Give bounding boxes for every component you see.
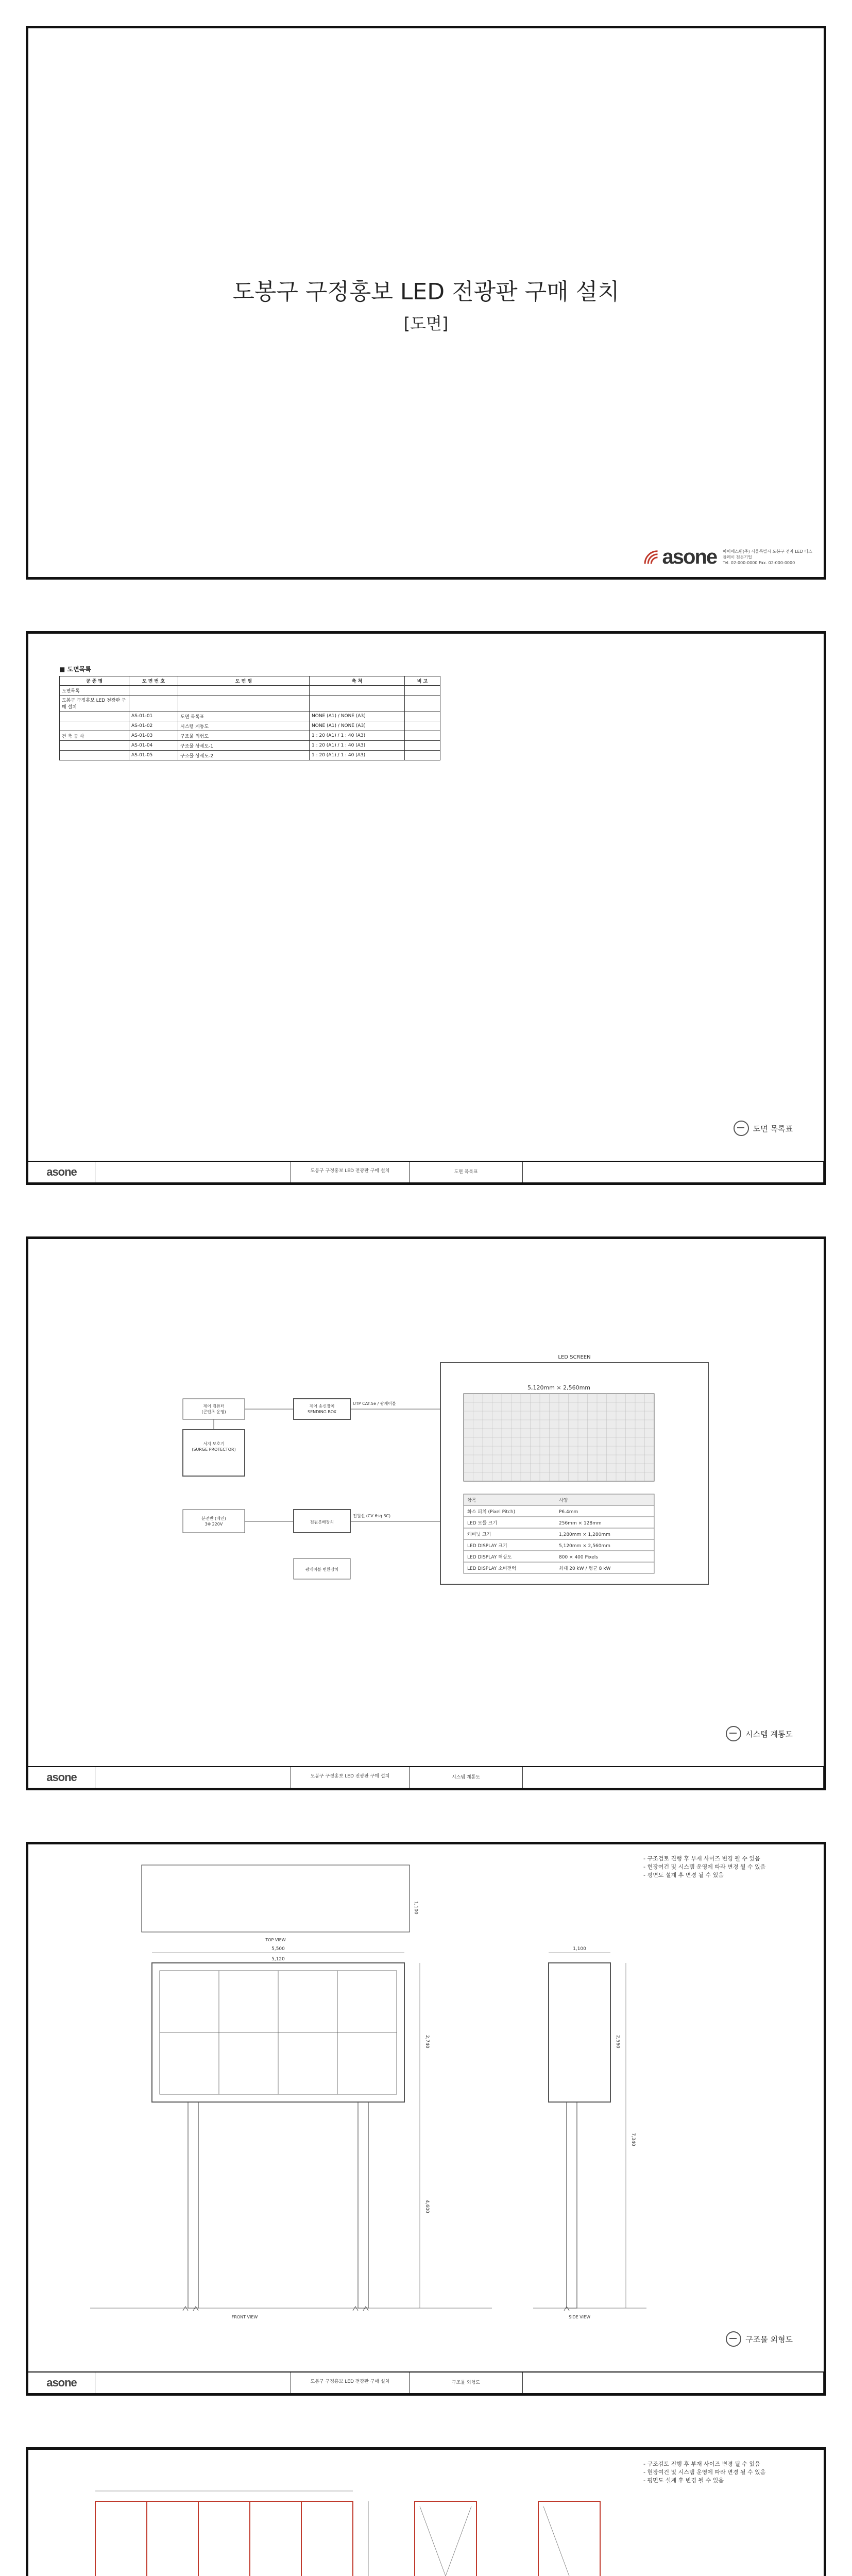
title-block-info — [523, 1767, 824, 1788]
table-row — [60, 686, 440, 696]
table-cell — [405, 721, 440, 731]
table-cell — [310, 686, 405, 696]
title-block — [28, 1161, 824, 1182]
stamp-label: 시스템 계통도 — [745, 1729, 793, 1739]
dim-total: 7,340 — [631, 2133, 636, 2146]
wire-label-signal: UTP CAT.5e / 광케이블 — [353, 1401, 396, 1406]
table-row — [60, 721, 440, 731]
dim-top-depth: 1,100 — [413, 1901, 418, 1914]
dim-inner: 5,120 — [271, 1957, 285, 1962]
sender-label: 제어 송신장치 SENDING BOX — [308, 1404, 336, 1414]
brand-logo-icon — [643, 547, 659, 568]
sheet-system-diagram — [0, 1211, 852, 1816]
cover-subtitle: [도면] — [403, 314, 449, 333]
spec-value: 256mm × 128mm — [559, 1521, 602, 1526]
title-block-logo: asone — [28, 1162, 95, 1182]
table-cell — [405, 711, 440, 721]
table-cell — [60, 721, 129, 731]
title-block-project: 도봉구 구정홍보 LED 전광판 구매 설치 — [291, 2372, 410, 2393]
title-block-info — [523, 1162, 824, 1182]
table-cell: AS-01-01 — [129, 711, 178, 721]
dim-side-height: 2,560 — [615, 2035, 620, 2048]
table-cell — [60, 751, 129, 760]
table-cell: 구조물 상세도-2 — [178, 751, 310, 760]
table-cell — [405, 686, 440, 696]
spec-value: 최대 20 kW / 평균 8 kW — [559, 1566, 611, 1571]
spec-value: P6.4mm — [559, 1510, 578, 1515]
title-block-project: 도봉구 구정홍보 LED 전광판 구매 설치 — [291, 1767, 410, 1788]
stamp-circle-icon — [726, 1726, 741, 1741]
spec-label: 화소 피치 (Pixel Pitch) — [467, 1510, 516, 1515]
table-row — [60, 741, 440, 751]
spec-label: LED 모듈 크기 — [467, 1521, 498, 1526]
screen-size: 5,120mm × 2,560mm — [527, 1384, 591, 1391]
title-block-logo: asone — [28, 2372, 95, 2393]
title-block — [28, 2371, 824, 2393]
brand-contact-line: Tel. 02-000-0000 Fax. 02-000-0000 — [723, 561, 795, 565]
sheet-frame — [26, 1842, 826, 2396]
title-block-revisions — [95, 1162, 291, 1182]
spec-label: LED DISPLAY 소비전력 — [467, 1566, 517, 1571]
table-row — [60, 731, 440, 741]
power-label: 분전반 (메인) 3Φ 220V — [201, 1516, 226, 1527]
pc-label: 제어 컴퓨터 (콘텐츠 운영) — [201, 1404, 226, 1414]
title-block-revisions — [95, 1767, 291, 1788]
surge-label: 서지 보호기 (SURGE PROTECTOR) — [192, 1442, 236, 1452]
title-block-sheet-name: 구조물 외형도 — [410, 2372, 523, 2393]
title-block-logo: asone — [28, 1767, 95, 1788]
sheet-structure-detail-1 — [0, 2421, 852, 2576]
spec-label: 항목 — [467, 1498, 476, 1503]
pc-box — [183, 1399, 245, 1419]
table-cell: 도면목록 — [60, 686, 129, 696]
structure-elevation-drawing — [28, 1844, 824, 2398]
stamp-circle-icon — [726, 2331, 741, 2347]
title-block-sheet-name: 도면 목록표 — [410, 1162, 523, 1182]
table-header: 축 척 — [310, 676, 405, 686]
title-block-sheet-name: 시스템 계통도 — [410, 1767, 523, 1788]
spec-value: 1,280mm × 1,280mm — [559, 1532, 610, 1537]
table-cell — [405, 696, 440, 711]
drawing-list-table — [59, 676, 440, 760]
table-cell: 도봉구 구정홍보 LED 전광판 구매 설치 — [60, 696, 129, 711]
surge-box — [183, 1430, 245, 1476]
dist-label: 전원분배장치 — [310, 1520, 334, 1524]
table-row — [60, 751, 440, 760]
table-cell — [405, 741, 440, 751]
sheet-stamp — [726, 2331, 793, 2347]
table-cell: 건 축 공 사 — [60, 731, 129, 741]
dim-height: 2,740 — [424, 2035, 430, 2048]
power-box — [183, 1510, 245, 1533]
table-cell — [178, 696, 310, 711]
drawing-list-heading: ■ 도면목록 — [59, 666, 91, 673]
table-cell: NONE (A1) / NONE (A3) — [310, 711, 405, 721]
sheet-frame — [26, 1236, 826, 1790]
table-cell — [60, 711, 129, 721]
table-header: 도 면 명 — [178, 676, 310, 686]
stamp-label: 구조물 외형도 — [745, 2334, 793, 2344]
title-block-revisions — [95, 2372, 291, 2393]
table-cell — [405, 751, 440, 760]
sheet-note: - 구조검토 진행 후 부재 사이즈 변경 될 수 있음 - 현장여건 및 시스템 운영에 따라 변경 될 수 있음 - 평면도 설계 후 변경 될 수 있음 — [643, 1855, 766, 1878]
table-cell — [129, 686, 178, 696]
cover-brand-block — [643, 546, 813, 569]
sheet-frame — [26, 26, 826, 580]
brand-name: asone — [662, 546, 717, 568]
table-cell: 도면 목록표 — [178, 711, 310, 721]
table-cell: 1 : 20 (A1) / 1 : 40 (A3) — [310, 751, 405, 760]
spec-label: LED DISPLAY 해상도 — [467, 1555, 512, 1560]
table-cell: 구조물 상세도-1 — [178, 741, 310, 751]
sheet-frame — [26, 631, 826, 1185]
table-cell: NONE (A1) / NONE (A3) — [310, 721, 405, 731]
post-right — [358, 2102, 368, 2308]
side-view-box — [549, 1963, 610, 2102]
sheet-structure-elevation — [0, 1816, 852, 2421]
sheet-cover — [0, 0, 852, 605]
structure-detail-1-drawing — [28, 2450, 824, 2576]
sheet-drawing-list — [0, 605, 852, 1211]
spec-label: 캐비닛 크기 — [467, 1532, 491, 1537]
table-header: 도 면 번 호 — [129, 676, 178, 686]
title-block — [28, 1766, 824, 1788]
sheet-stamp — [734, 1121, 793, 1136]
table-cell: 1 : 20 (A1) / 1 : 40 (A3) — [310, 731, 405, 741]
brand-company-line: 아이에스원(주) 서울특별시 도봉구 전자 LED 디스플레이 전문기업 — [723, 549, 812, 560]
table-cell — [310, 696, 405, 711]
top-view-label: TOP VIEW — [265, 1938, 286, 1942]
table-cell: AS-01-02 — [129, 721, 178, 731]
table-header: 비 고 — [405, 676, 440, 686]
dim-post: 4,600 — [424, 2200, 430, 2213]
sheet-stamp — [726, 1726, 793, 1741]
cover-title: 도봉구 구정홍보 LED 전광판 구매 설치 — [232, 279, 620, 305]
stamp-circle-icon — [734, 1121, 749, 1136]
spec-value: 800 × 400 Pixels — [559, 1555, 598, 1560]
table-cell — [60, 741, 129, 751]
table-cell: 1 : 20 (A1) / 1 : 40 (A3) — [310, 741, 405, 751]
table-row — [60, 711, 440, 721]
table-cell: AS-01-03 — [129, 731, 178, 741]
spec-value: 5,120mm × 2,560mm — [559, 1544, 610, 1549]
dim-side: 1,100 — [573, 1946, 586, 1952]
table-header: 공 종 명 — [60, 676, 129, 686]
table-cell: AS-01-04 — [129, 741, 178, 751]
sheet-frame — [26, 2447, 826, 2576]
table-cell — [129, 696, 178, 711]
top-view-box — [142, 1865, 410, 1932]
table-cell: AS-01-05 — [129, 751, 178, 760]
dim-width: 5,500 — [271, 1946, 285, 1952]
table-cell — [405, 731, 440, 741]
table-cell: 시스템 계통도 — [178, 721, 310, 731]
system-diagram — [28, 1239, 824, 1793]
table-cell: 구조물 외형도 — [178, 731, 310, 741]
wire-label-power: 전원선 (CV 6sq 3C) — [353, 1514, 391, 1518]
spec-value: 사양 — [559, 1498, 568, 1503]
screen-title: LED SCREEN — [558, 1354, 591, 1360]
spec-label: LED DISPLAY 크기 — [467, 1544, 507, 1549]
front-view-label: FRONT VIEW — [231, 2315, 258, 2319]
title-block-info — [523, 2372, 824, 2393]
post-left — [188, 2102, 198, 2308]
fiber-label: 광케이블 변환장치 — [305, 1567, 339, 1572]
stamp-label: 도면 목록표 — [753, 1124, 793, 1133]
table-row — [60, 696, 440, 711]
sender-box — [294, 1399, 350, 1419]
table-header-row — [60, 676, 440, 686]
table-cell — [178, 686, 310, 696]
title-block-project: 도봉구 구정홍보 LED 전광판 구매 설치 — [291, 1162, 410, 1182]
sheet-note: - 구조검토 진행 후 부재 사이즈 변경 될 수 있음 - 현장여건 및 시스템 운영에 따라 변경 될 수 있음 - 평면도 설계 후 변경 될 수 있음 — [643, 2461, 766, 2484]
side-view-label: SIDE VIEW — [569, 2315, 590, 2319]
